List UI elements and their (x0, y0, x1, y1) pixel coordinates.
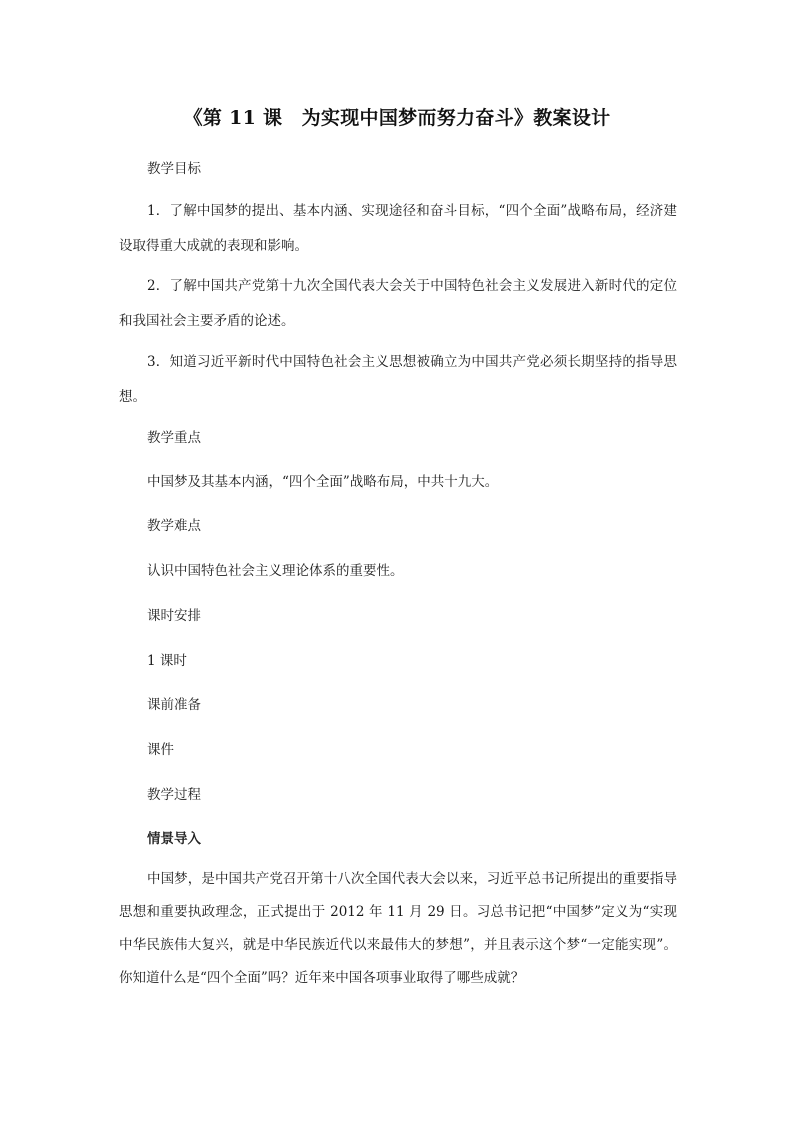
schedule-text: 1 课时 (147, 653, 187, 669)
objective-item-1: 1．了解中国梦的提出、基本内涵、实现途径和奋斗目标，“四个全面”战略布局，经济建设取得重大成就的表现和影响。 (119, 203, 677, 254)
process-heading: 教学过程 (147, 787, 201, 803)
objectives-heading: 教学目标 (147, 161, 201, 177)
key-points-heading: 教学重点 (147, 430, 201, 446)
difficulties-heading: 教学难点 (147, 518, 201, 534)
preparation-heading: 课前准备 (147, 697, 201, 713)
difficulties-text: 认识中国特色社会主义理论体系的重要性。 (147, 563, 404, 579)
intro-text: 中国梦，是中国共产党召开第十八次全国代表大会以来，习近平总书记所提出的重要指导思想和重要执政理念，正式提出于 2012 年 11 月 29 日。习总书记把“中国梦”定义为“实现中华民族伟大复兴，就是中华民族近代以来最伟大的梦想”，并且表示这个梦“一定能实现”。 你知道什么是“四个全面”吗？近年来中国各项事业取得了哪些成就？ (119, 871, 677, 986)
document-title: 《第 11 课 为实现中国梦而努力奋斗》教案设计 (183, 107, 611, 129)
objective-item-3: 3．知道习近平新时代中国特色社会主义思想被确立为中国共产党必须长期坚持的指导思想。 (119, 354, 677, 405)
schedule-heading: 课时安排 (147, 608, 201, 624)
intro-heading: 情景导入 (147, 831, 201, 847)
objective-item-2: 2．了解中国共产党第十九次全国代表大会关于中国特色社会主义发展进入新时代的定位和我国社会主要矛盾的论述。 (119, 278, 677, 329)
preparation-text: 课件 (147, 742, 174, 758)
key-points-text: 中国梦及其基本内涵，“四个全面”战略布局，中共十九大。 (147, 474, 499, 490)
